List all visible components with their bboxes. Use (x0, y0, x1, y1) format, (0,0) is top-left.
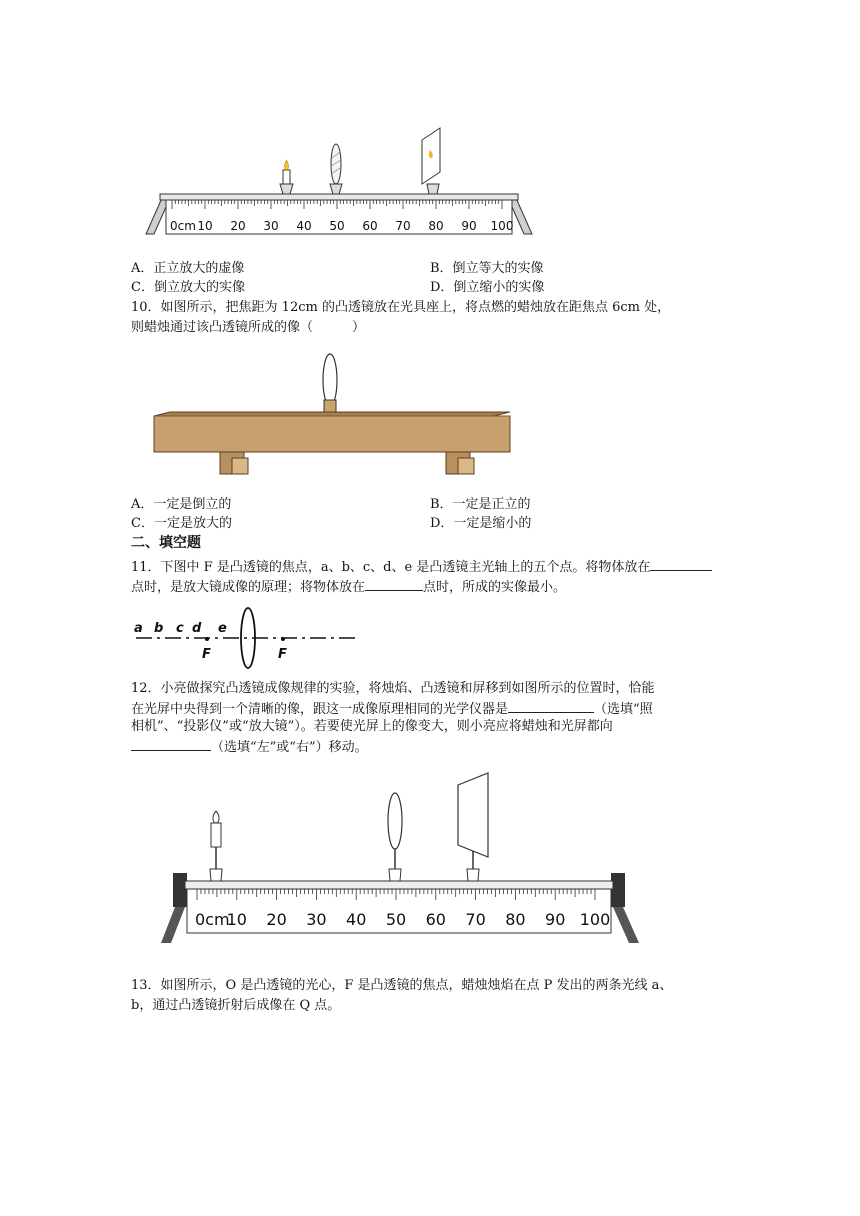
q10-option-b: B．一定是正立的 (430, 497, 531, 512)
answer-blank[interactable] (365, 577, 423, 591)
q13-stem-line1: 13．如图所示，O 是凸透镜的光心，F 是凸透镜的焦点，蜡烛烛焰在点 P 发出的两条光线 a、 (131, 978, 673, 993)
ruler-tick-label: 40 (346, 910, 367, 929)
point-b-label: b (154, 621, 164, 636)
focus-left-point (205, 637, 209, 641)
q11-stem-line2: 点时，是放大镜成像的原理；将物体放在 点时，所成的实像最小。 (131, 577, 566, 596)
q9-optical-bench-figure (140, 120, 540, 245)
q10-stem-line2: 则蜡烛通过该凸透镜所成的像（ ） (131, 320, 366, 335)
ruler-tick-label: 70 (395, 219, 411, 233)
q11-stem-line1: 11．下图中 F 是凸透镜的焦点，a、b、c、d、e 是凸透镜主光轴上的五个点。将物体放在 (131, 557, 712, 576)
ruler-tick-label: 10 (197, 219, 213, 233)
q9-option-d: D．倒立缩小的实像 (430, 280, 545, 295)
convex-lens (388, 793, 402, 881)
q10-option-c: C．一定是放大的 (131, 516, 232, 531)
ruler-tick-label: 30 (263, 219, 279, 233)
q12-stem-line4: （选填“左”或“右”）移动。 (131, 737, 368, 756)
point-e-label: e (218, 621, 227, 636)
section-title: 二、填空题 (131, 535, 201, 551)
answer-blank[interactable] (650, 557, 712, 571)
q12-optical-bench-figure (155, 765, 655, 950)
candle (210, 811, 222, 881)
q12-stem-line1: 12．小亮做探究凸透镜成像规律的实验，将烛焰、凸透镜和屏移到如图所示的位置时，恰能 (131, 681, 655, 696)
answer-blank[interactable] (131, 737, 211, 751)
ruler-tick-label: 90 (461, 219, 477, 233)
bench-foot-right (446, 452, 474, 474)
q10-option-d: D．一定是缩小的 (430, 516, 532, 531)
q9-option-a: A．正立放大的虚像 (131, 261, 245, 276)
q9-option-b: B．倒立等大的实像 (430, 261, 544, 276)
ruler-tick-label: 60 (425, 910, 446, 929)
point-d-label: d (192, 621, 202, 636)
q12-stem-line2: 在光屏中央得到一个清晰的像，跟这一成像原理相同的光学仪器是 （选填“照 (131, 699, 653, 718)
point-c-label: c (176, 621, 184, 636)
ruler-tick-label: 50 (385, 910, 407, 929)
convex-lens (330, 144, 342, 194)
q10-wooden-bench-figure (150, 350, 520, 480)
light-screen (458, 773, 488, 881)
ruler-tick-label: 70 (465, 910, 486, 929)
ruler-tick-label: 30 (306, 910, 327, 929)
q12-stem-line3: 相机”、“投影仪”或“放大镜”）。若要使光屏上的像变大，则小亮应将蜡烛和光屏都向 (131, 719, 613, 734)
ruler-tick-label: 50 (329, 219, 345, 233)
q10-option-a: A．一定是倒立的 (131, 497, 232, 512)
focus-left-label: F (202, 647, 211, 662)
ruler-tick-label: 90 (545, 910, 566, 929)
ruler-tick-label: 80 (428, 219, 444, 233)
answer-blank[interactable] (508, 699, 594, 713)
ruler-tick-label: 20 (266, 910, 287, 929)
focus-right-point (281, 637, 285, 641)
ruler-tick-label: 40 (296, 219, 312, 233)
ruler-tick-label: 20 (230, 219, 246, 233)
bench-foot-left (220, 452, 248, 474)
q9-option-c: C．倒立放大的实像 (131, 280, 245, 295)
q13-stem-line2: b，通过凸透镜折射后成像在 Q 点。 (131, 998, 341, 1013)
q11-principal-axis-figure (130, 600, 370, 676)
focus-right-label: F (278, 647, 287, 662)
ruler-tick-label: 80 (505, 910, 526, 929)
point-a-label: a (134, 621, 143, 636)
ruler-tick-label: 100 (579, 910, 611, 929)
ruler-tick-label: 60 (362, 219, 378, 233)
ruler-unit-label: 0cm (195, 910, 230, 929)
ruler-tick-label: 100 (490, 219, 514, 233)
q10-stem-line1: 10．如图所示，把焦距为 12cm 的凸透镜放在光具座上，将点燃的蜡烛放在距焦点 6cm 处， (131, 300, 671, 315)
ruler-unit-label: 0cm (170, 219, 196, 233)
ruler-tick-label: 10 (226, 910, 247, 929)
light-screen (422, 128, 440, 194)
candle (280, 160, 293, 194)
